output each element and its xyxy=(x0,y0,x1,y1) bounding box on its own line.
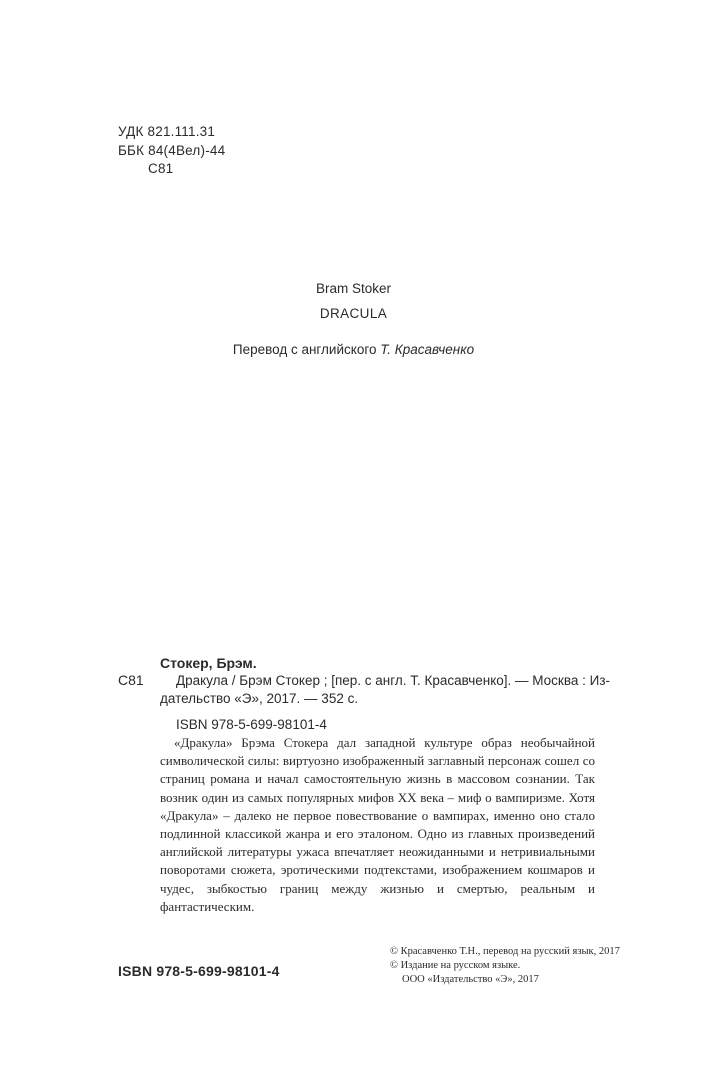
isbn-main: ISBN 978-5-699-98101-4 xyxy=(118,963,280,979)
translation-prefix: Перевод с английского xyxy=(232,342,377,357)
translator-name: Т. Красавченко xyxy=(380,342,475,357)
author-original: Bram Stoker xyxy=(315,281,392,296)
catalog-isbn: ISBN 978-5-699-98101-4 xyxy=(176,717,327,732)
catalog-code: С81 xyxy=(118,672,144,688)
bbk-code: ББК 84(4Вел)-44 xyxy=(118,143,226,158)
title-original: DRACULA xyxy=(319,306,388,321)
author-mark: С81 xyxy=(148,161,174,176)
copyright-edition: © Издание на русском языке. xyxy=(390,960,521,971)
translation-credit xyxy=(0,342,707,357)
catalog-description-line-2: дательство «Э», 2017. — 352 с. xyxy=(160,691,359,706)
copyright-translation: © Красавченко Т.Н., перевод на русский язык, 2017 xyxy=(390,946,620,957)
annotation: «Дракула» Брэма Стокера дал западной культуре образ необычайной символической силы: виртуозно изображенный заглавный персонаж сошел со страниц романа и начал самостоятельную жизнь в массовом сознании. Так возник один из самых популярных мифов XX века – миф о вампиризме. Хотя «Дракула» – далеко не первое повествование о вампирах, именно оно стало подлинной классикой жанра и его эталоном. Одно из главных произведений английской литературы ужаса впечатляет неожиданными и нетривиальными поворотами сюжета, эротическими подтекстами, изображением кошмаров и чудес, зыбкостью границ между жизнью и смертью, реальным и фантастическим. xyxy=(160,735,595,914)
catalog-author: Стокер, Брэм. xyxy=(160,655,257,671)
copyright-publisher: ООО «Издательство «Э», 2017 xyxy=(402,974,539,985)
catalog-description-line-1: Дракула / Брэм Стокер ; [пер. с англ. Т. Красавченко]. — Москва : Из- xyxy=(176,673,611,688)
udk-code: УДК 821.111.31 xyxy=(118,124,216,139)
